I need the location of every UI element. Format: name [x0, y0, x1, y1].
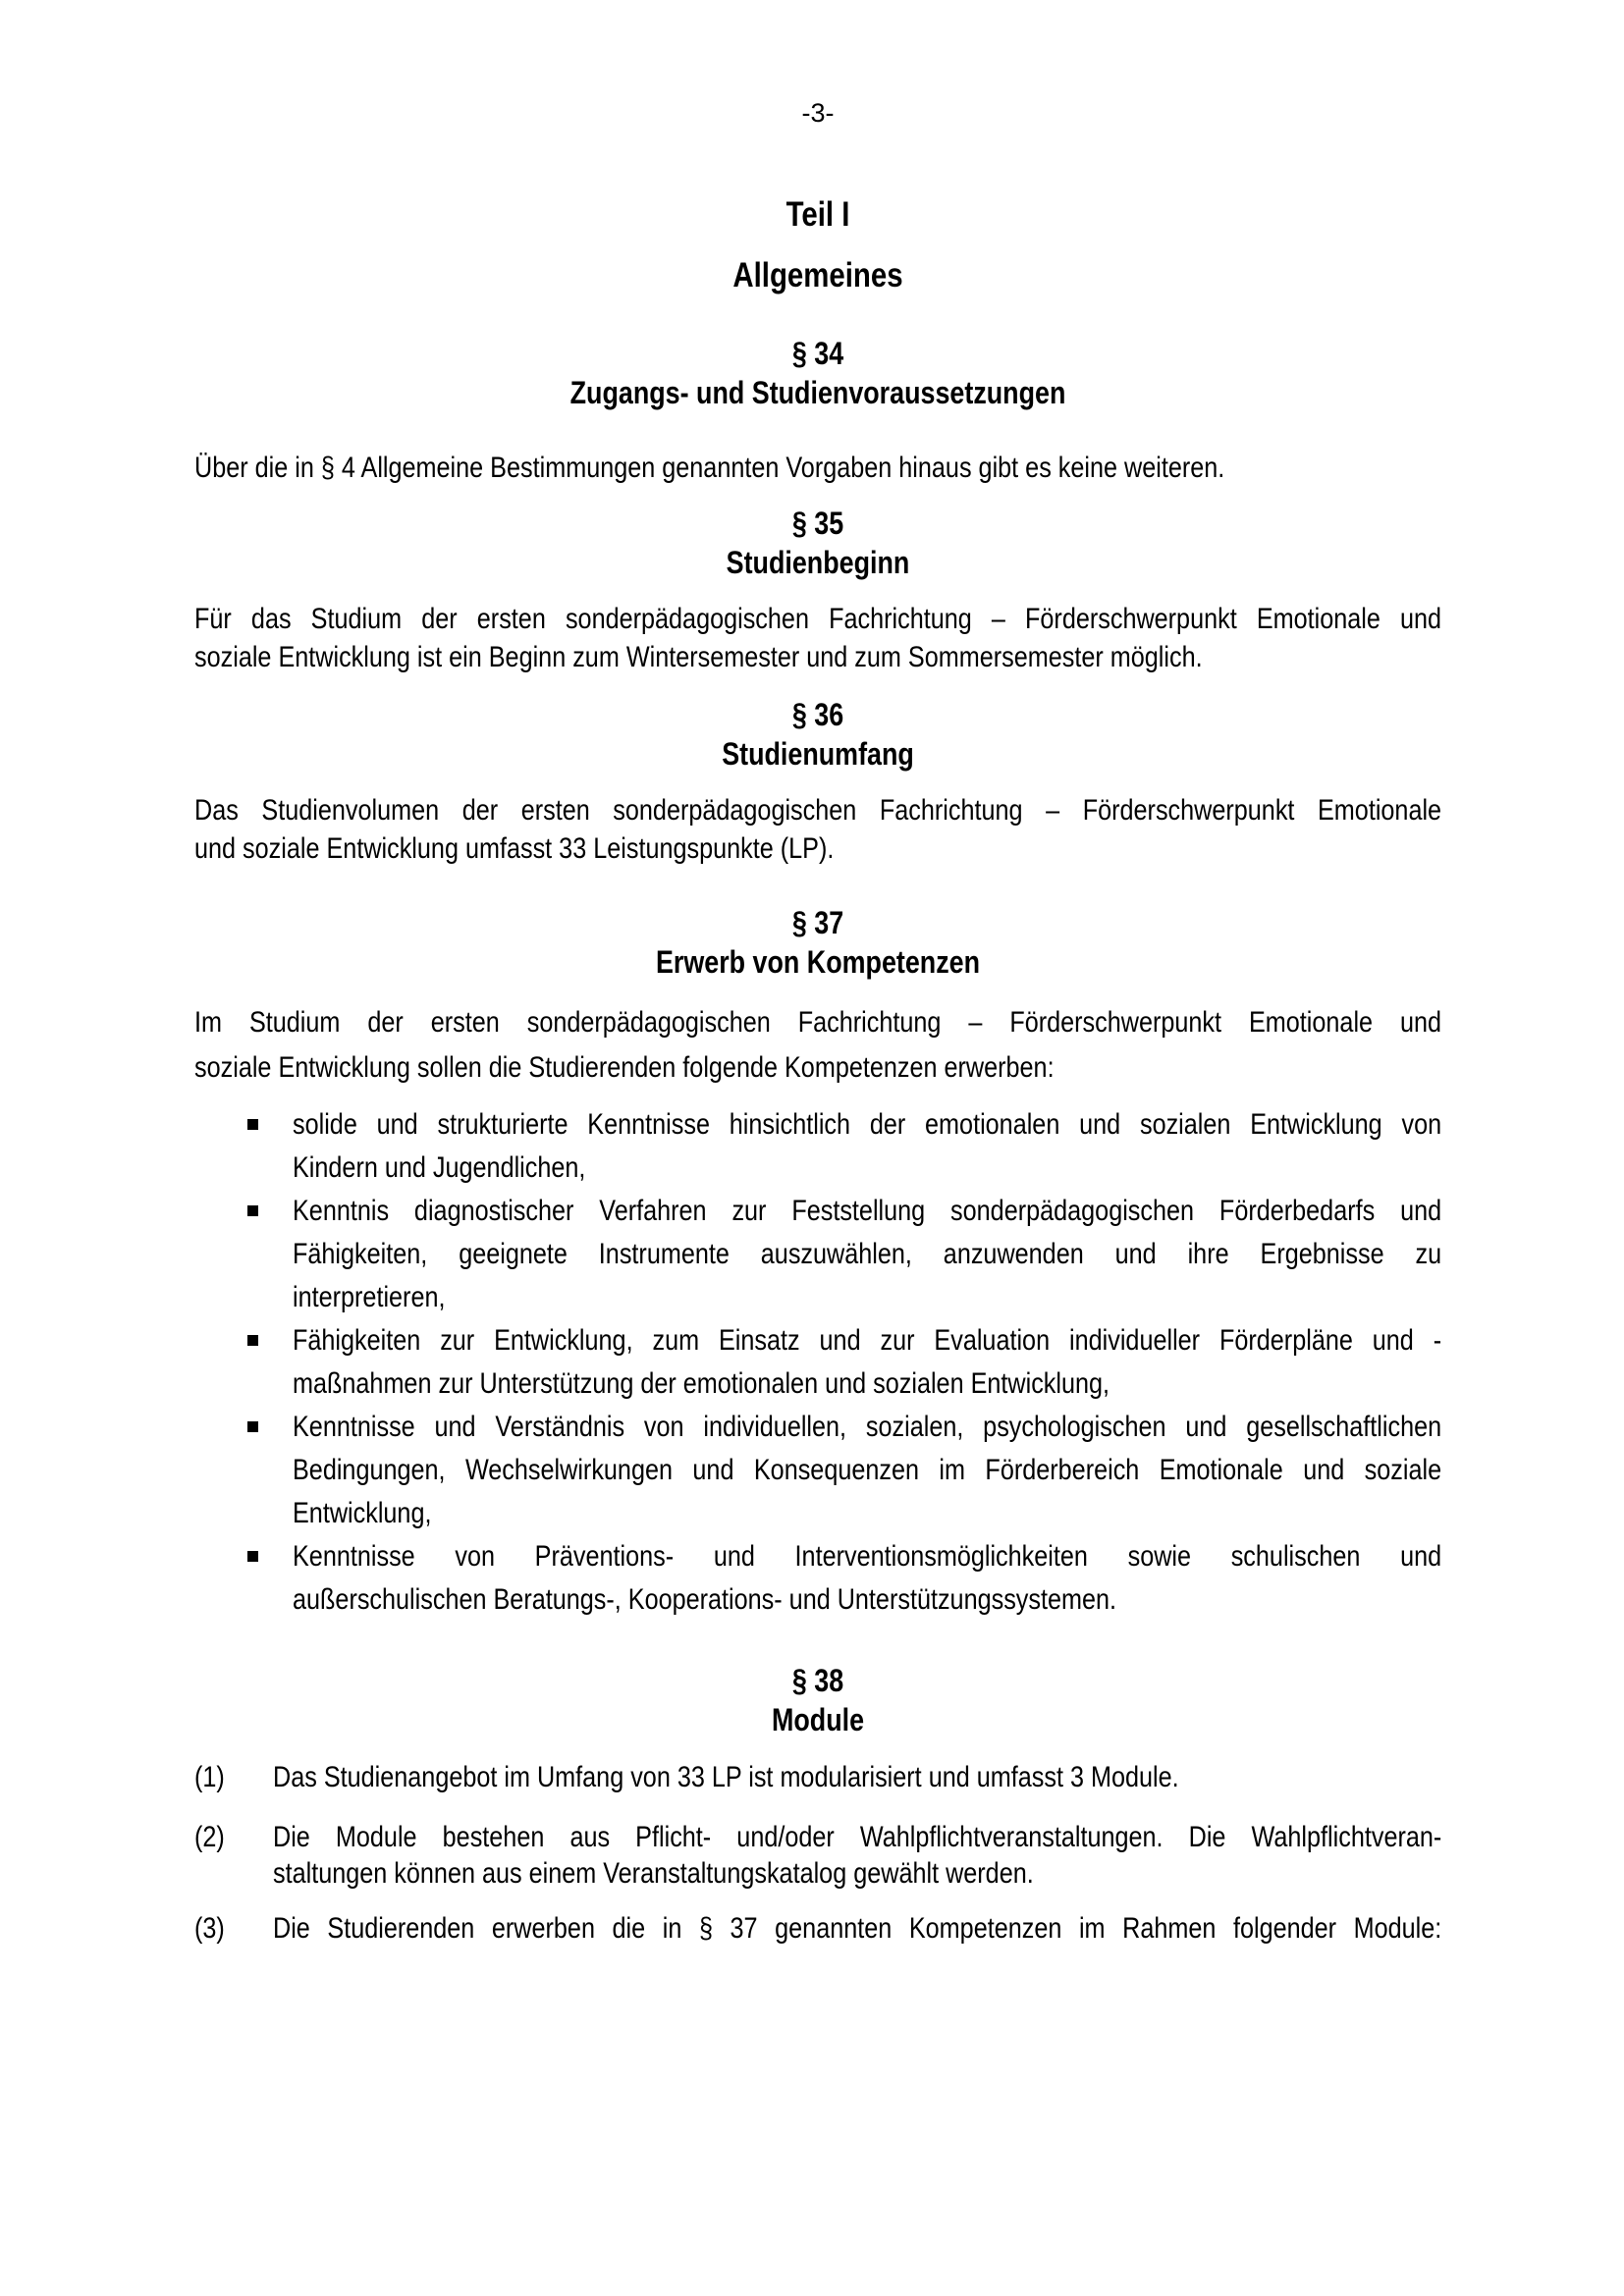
- square-bullet-icon: [247, 1205, 258, 1216]
- section-37-text: [194, 1000, 1441, 1091]
- text-line: Entwicklung,: [293, 1497, 432, 1529]
- part-subtitle: Allgemeines: [732, 256, 903, 294]
- section-37-number: § 37: [791, 905, 844, 940]
- section-35-title: Studienbeginn: [726, 545, 910, 580]
- section-38-list: [194, 1819, 1441, 1892]
- page-number: -3-: [801, 98, 835, 128]
- text-line: soziale Entwicklung sollen die Studierenden folgende Kompetenzen erwerben:: [194, 1051, 1055, 1084]
- section-34-title: Zugangs- und Studienvoraussetzungen: [569, 375, 1066, 410]
- section-34-text: [194, 449, 1441, 487]
- square-bullet-icon: [247, 1421, 258, 1432]
- text-line: Bedingungen, Wechselwirkungen und Konsequenzen im Förderbereich Emotionale und soziale: [293, 1454, 1442, 1486]
- section-38-list: [194, 1759, 1441, 1795]
- text-line: Kenntnis diagnostischer Verfahren zur Feststellung sonderpädagogischen Förderbedarfs und: [293, 1195, 1442, 1227]
- text-line: Kenntnisse und Verständnis von individuellen, sozialen, psychologischen und gesellschaftlichen: [293, 1411, 1442, 1443]
- text-line: maßnahmen zur Unterstützung der emotionalen und sozialen Entwicklung,: [293, 1367, 1110, 1400]
- document-page: [194, 0, 1441, 2296]
- text-line: Das Studienangebot im Umfang von 33 LP ist modularisiert und umfasst 3 Module.: [273, 1761, 1179, 1793]
- text-line: Über die in § 4 Allgemeine Bestimmungen genannten Vorgaben hinaus gibt es keine weiteren.: [194, 452, 1225, 484]
- section-36-text: [194, 791, 1441, 868]
- section-38-number: § 38: [791, 1663, 844, 1698]
- list-item: [194, 1535, 1441, 1622]
- text-line: solide und strukturierte Kenntnisse hinsichtlich der emotionalen und sozialen Entwicklung von: [293, 1108, 1442, 1141]
- section-36-number: § 36: [791, 697, 844, 732]
- list-item: [194, 1103, 1441, 1190]
- text-line: Kenntnisse von Präventions- und Interventionsmöglichkeiten sowie schulischen und: [293, 1540, 1442, 1573]
- text-line: Das Studienvolumen der ersten sonderpädagogischen Fachrichtung – Förderschwerpunkt Emotionale: [194, 794, 1442, 827]
- list-item: [194, 1759, 1441, 1795]
- list-item: [194, 1190, 1441, 1319]
- text-line: Die Module bestehen aus Pflicht- und/oder Wahlpflichtveranstaltungen. Die Wahlpflichtveran-: [273, 1821, 1442, 1853]
- text-line: und soziale Entwicklung umfasst 33 Leistungspunkte (LP).: [194, 832, 835, 865]
- section-37-title: Erwerb von Kompetenzen: [655, 944, 981, 980]
- item-number: (1): [194, 1761, 225, 1793]
- square-bullet-icon: [247, 1119, 258, 1130]
- text-line: außerschulischen Beratungs-, Kooperations- und Unterstützungssystemen.: [293, 1583, 1117, 1616]
- section-34-number: § 34: [791, 336, 844, 371]
- text-line: Die Studierenden erwerben die in § 37 genannten Kompetenzen im Rahmen folgender Module:: [273, 1912, 1442, 1945]
- square-bullet-icon: [247, 1551, 258, 1562]
- text-line: staltungen können aus einem Veranstaltungskatalog gewählt werden.: [273, 1857, 1034, 1890]
- part-title: Teil I: [785, 195, 850, 234]
- square-bullet-icon: [247, 1335, 258, 1346]
- section-35-number: § 35: [791, 506, 844, 541]
- text-line: Kindern und Jugendlichen,: [293, 1151, 586, 1184]
- list-item: [194, 1910, 1441, 1947]
- text-line: Im Studium der ersten sonderpädagogischen Fachrichtung – Förderschwerpunkt Emotionale und: [194, 1006, 1442, 1039]
- text-line: Fähigkeiten zur Entwicklung, zum Einsatz und zur Evaluation individueller Förderpläne und -: [293, 1324, 1442, 1357]
- text-line: interpretieren,: [293, 1281, 446, 1313]
- section-36-title: Studienumfang: [722, 736, 914, 772]
- text-line: Für das Studium der ersten sonderpädagogischen Fachrichtung – Förderschwerpunkt Emotionale und: [194, 603, 1442, 635]
- item-number: (3): [194, 1912, 225, 1945]
- text-line: soziale Entwicklung ist ein Beginn zum Wintersemester und zum Sommersemester möglich.: [194, 641, 1203, 673]
- item-number: (2): [194, 1821, 225, 1853]
- section-38-title: Module: [771, 1702, 865, 1737]
- competence-list: [194, 1103, 1441, 1622]
- list-item: [194, 1406, 1441, 1535]
- list-item: [194, 1319, 1441, 1406]
- text-line: Fähigkeiten, geeignete Instrumente auszuwählen, anzuwenden und ihre Ergebnisse zu: [293, 1238, 1442, 1270]
- section-35-text: [194, 600, 1441, 676]
- list-item: [194, 1819, 1441, 1892]
- section-38-list: [194, 1910, 1441, 1947]
